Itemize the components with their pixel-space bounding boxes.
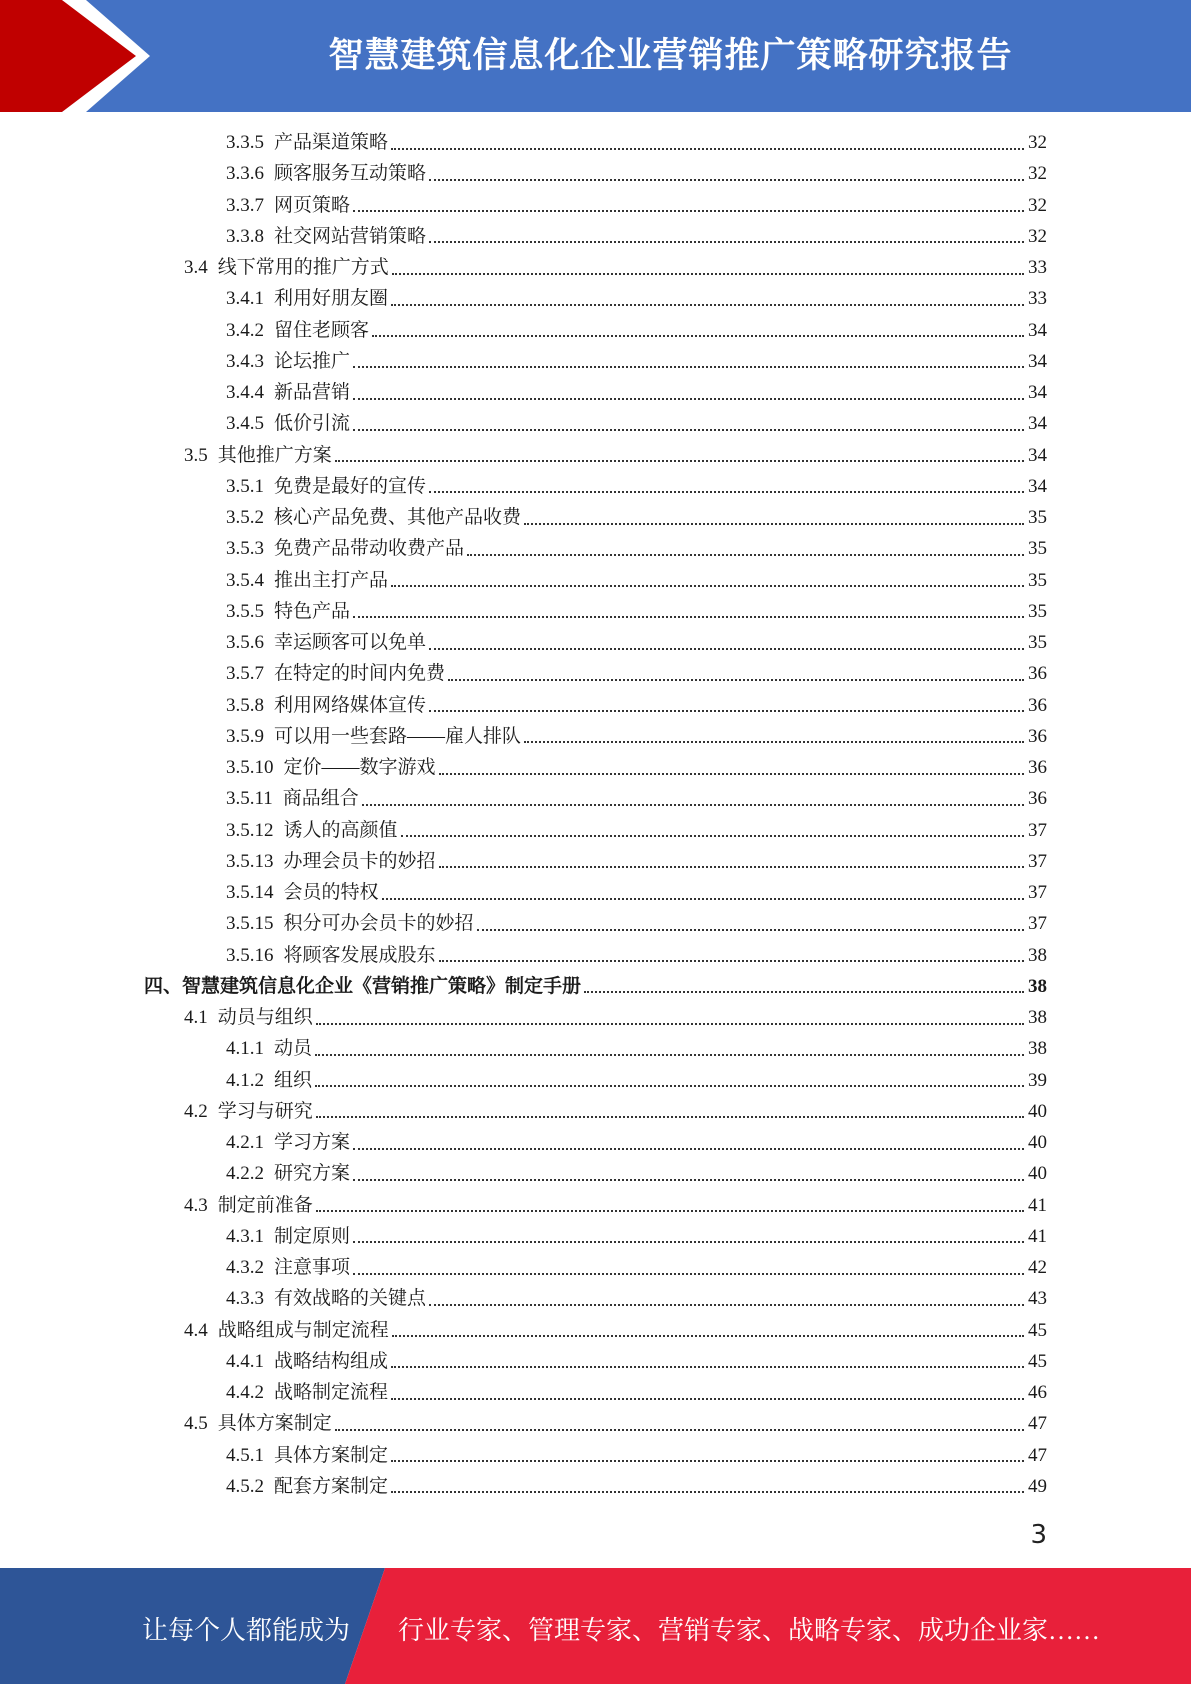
toc-entry-title: 会员的特权	[283, 882, 379, 904]
toc-entry-page: 35	[1028, 538, 1047, 560]
toc-entry-number: 4.2	[184, 1100, 208, 1122]
toc-leader-dots	[316, 1210, 1024, 1212]
toc-entry-title: 动员	[274, 1038, 313, 1060]
toc-entry[interactable]	[0, 471, 1191, 502]
toc-entry[interactable]	[0, 971, 1191, 1002]
toc-entry[interactable]	[0, 1471, 1191, 1502]
toc-entry-number: 四、	[144, 975, 183, 997]
toc-entry-number: 4.1	[184, 1007, 208, 1029]
toc-entry-number: 3.5.16	[226, 944, 274, 966]
toc-entry[interactable]	[0, 377, 1191, 408]
toc-entry-page: 36	[1028, 788, 1047, 810]
toc-entry[interactable]	[0, 1158, 1191, 1189]
toc-entry[interactable]	[0, 1127, 1191, 1158]
toc-leader-dots	[391, 1460, 1024, 1462]
toc-entry-title: 产品渠道策略	[274, 132, 389, 154]
toc-leader-dots	[353, 1241, 1024, 1243]
toc-leader-dots	[401, 835, 1024, 837]
toc-entry-title: 积分可办会员卡的妙招	[283, 913, 474, 935]
toc-entry-number: 3.3.7	[226, 194, 264, 216]
page-number: 3	[1030, 1520, 1047, 1550]
toc-entry-number: 3.5.15	[226, 913, 274, 935]
toc-entry[interactable]	[0, 1002, 1191, 1033]
toc-entry-number: 3.5.12	[226, 819, 274, 841]
toc-entry-number: 4.5.1	[226, 1444, 264, 1466]
toc-entry[interactable]	[0, 690, 1191, 721]
toc-entry-title: 学习方案	[274, 1132, 351, 1154]
toc-entry[interactable]	[0, 940, 1191, 971]
toc-entry-page: 37	[1028, 819, 1047, 841]
toc-leader-dots	[448, 679, 1024, 681]
toc-entry-title: 推出主打产品	[274, 569, 389, 591]
toc-entry-page: 37	[1028, 882, 1047, 904]
toc-entry-title: 配套方案制定	[274, 1475, 389, 1497]
toc-entry-page: 49	[1028, 1475, 1047, 1497]
toc-entry-number: 4.5	[184, 1413, 208, 1435]
toc-entry-number: 3.5.13	[226, 850, 274, 872]
toc-entry[interactable]	[0, 252, 1191, 283]
toc-entry[interactable]	[0, 1377, 1191, 1408]
toc-entry-page: 41	[1028, 1194, 1047, 1216]
toc-entry-page: 38	[1028, 944, 1047, 966]
toc-entry-number: 3.5.11	[226, 788, 273, 810]
toc-entry-title: 战略结构组成	[274, 1350, 389, 1372]
toc-leader-dots	[353, 1179, 1024, 1181]
toc-entry-page: 36	[1028, 757, 1047, 779]
toc-entry-page: 35	[1028, 600, 1047, 622]
footer-slogan-left: 让每个人都能成为	[142, 1616, 351, 1645]
toc-leader-dots	[315, 1054, 1024, 1056]
toc-entry[interactable]	[0, 783, 1191, 814]
toc-leader-dots	[439, 773, 1024, 775]
toc-entry-page: 33	[1028, 257, 1047, 279]
toc-entry[interactable]	[0, 1315, 1191, 1346]
toc-entry[interactable]	[0, 221, 1191, 252]
toc-entry[interactable]	[0, 315, 1191, 346]
toc-entry[interactable]	[0, 596, 1191, 627]
toc-entry-page: 32	[1028, 132, 1047, 154]
page-footer	[0, 1568, 1191, 1684]
toc-entry[interactable]	[0, 1283, 1191, 1314]
toc-entry-number: 4.2.2	[226, 1163, 264, 1185]
toc-entry[interactable]	[0, 846, 1191, 877]
toc-entry[interactable]	[0, 1252, 1191, 1283]
toc-leader-dots	[316, 1023, 1024, 1025]
toc-entry-number: 3.5	[184, 444, 208, 466]
toc-entry-number: 3.4.2	[226, 319, 264, 341]
toc-entry-title: 核心产品免费、其他产品收费	[274, 507, 522, 529]
toc-entry[interactable]	[0, 721, 1191, 752]
toc-entry-number: 4.1.2	[226, 1069, 264, 1091]
toc-leader-dots	[353, 429, 1024, 431]
toc-entry-title: 制定原则	[274, 1225, 351, 1247]
toc-leader-dots	[362, 804, 1024, 806]
toc-leader-dots	[439, 960, 1024, 962]
toc-leader-dots	[382, 898, 1024, 900]
toc-entry-number: 3.5.10	[226, 757, 274, 779]
toc-entry-number: 3.5.6	[226, 632, 264, 654]
toc-entry-title: 诱人的高颜值	[283, 819, 398, 841]
toc-entry[interactable]	[0, 815, 1191, 846]
toc-leader-dots	[353, 210, 1024, 212]
toc-entry-number: 3.3.6	[226, 163, 264, 185]
toc-entry-page: 42	[1028, 1257, 1047, 1279]
toc-leader-dots	[391, 304, 1024, 306]
toc-entry-title: 新品营销	[274, 382, 351, 404]
toc-entry-page: 40	[1028, 1100, 1047, 1122]
toc-entry[interactable]	[0, 1408, 1191, 1439]
toc-leader-dots	[335, 460, 1024, 462]
toc-entry-page: 45	[1028, 1350, 1047, 1372]
toc-leader-dots	[392, 273, 1024, 275]
toc-entry[interactable]	[0, 565, 1191, 596]
toc-entry[interactable]	[0, 1096, 1191, 1127]
toc-entry[interactable]	[0, 1221, 1191, 1252]
toc-entry-number: 4.3	[184, 1194, 208, 1216]
toc-leader-dots	[439, 866, 1024, 868]
toc-entry-page: 34	[1028, 382, 1047, 404]
toc-entry-number: 4.5.2	[226, 1475, 264, 1497]
toc-entry-title: 具体方案制定	[217, 1413, 332, 1435]
toc-entry-page: 38	[1028, 975, 1047, 997]
toc-entry-title: 免费是最好的宣传	[274, 475, 427, 497]
toc-entry-title: 社交网站营销策略	[274, 225, 427, 247]
toc-entry-number: 3.4.3	[226, 350, 264, 372]
toc-entry-page: 36	[1028, 694, 1047, 716]
toc-leader-dots	[353, 1148, 1024, 1150]
toc-leader-dots	[353, 398, 1024, 400]
toc-leader-dots	[391, 1491, 1024, 1493]
toc-entry-number: 4.3.2	[226, 1257, 264, 1279]
toc-entry[interactable]	[0, 408, 1191, 439]
toc-entry-page: 32	[1028, 163, 1047, 185]
toc-entry-title: 将顾客发展成股东	[283, 944, 436, 966]
toc-entry-page: 34	[1028, 319, 1047, 341]
toc-leader-dots	[372, 335, 1024, 337]
toc-leader-dots	[429, 1304, 1024, 1306]
toc-entry-number: 3.4.5	[226, 413, 264, 435]
toc-entry-page: 32	[1028, 194, 1047, 216]
toc-entry-title: 顾客服务互动策略	[274, 163, 427, 185]
toc-entry[interactable]	[0, 502, 1191, 533]
toc-entry-number: 4.4.2	[226, 1382, 264, 1404]
toc-entry[interactable]	[0, 190, 1191, 221]
toc-entry[interactable]	[0, 1190, 1191, 1221]
toc-entry-number: 3.5.8	[226, 694, 264, 716]
toc-entry[interactable]	[0, 440, 1191, 471]
toc-entry-title: 利用好朋友圈	[274, 288, 389, 310]
toc-entry-number: 4.3.3	[226, 1288, 264, 1310]
toc-entry[interactable]	[0, 346, 1191, 377]
toc-leader-dots	[429, 179, 1024, 181]
toc-entry-title: 免费产品带动收费产品	[274, 538, 465, 560]
toc-entry-page: 38	[1028, 1007, 1047, 1029]
toc-leader-dots	[391, 148, 1024, 150]
toc-entry-page: 32	[1028, 225, 1047, 247]
toc-leader-dots	[584, 991, 1024, 993]
toc-entry-title: 低价引流	[274, 413, 351, 435]
toc-entry-number: 3.5.3	[226, 538, 264, 560]
toc-entry[interactable]	[0, 658, 1191, 689]
toc-leader-dots	[353, 1273, 1024, 1275]
toc-entry-page: 34	[1028, 413, 1047, 435]
toc-entry-page: 40	[1028, 1163, 1047, 1185]
toc-entry-page: 45	[1028, 1319, 1047, 1341]
toc-entry-title: 学习与研究	[217, 1100, 313, 1122]
toc-leader-dots	[429, 710, 1024, 712]
toc-entry-page: 41	[1028, 1225, 1047, 1247]
toc-leader-dots	[391, 1398, 1024, 1400]
toc-leader-dots	[477, 929, 1024, 931]
toc-entry-number: 4.1.1	[226, 1038, 264, 1060]
toc-leader-dots	[353, 616, 1024, 618]
toc-entry-title: 留住老顾客	[274, 319, 370, 341]
toc-entry-page: 34	[1028, 350, 1047, 372]
toc-leader-dots	[353, 366, 1024, 368]
toc-entry-number: 3.5.5	[226, 600, 264, 622]
toc-leader-dots	[391, 1366, 1024, 1368]
footer-slogan-right: 行业专家、管理专家、营销专家、战略专家、成功企业家……	[398, 1616, 1101, 1645]
toc-entry-number: 3.4.1	[226, 288, 264, 310]
toc-entry-title: 幸运顾客可以免单	[274, 632, 427, 654]
toc-entry-page: 33	[1028, 288, 1047, 310]
toc-entry-title: 战略组成与制定流程	[217, 1319, 389, 1341]
toc-entry[interactable]	[0, 158, 1191, 189]
toc-entry-number: 3.3.5	[226, 132, 264, 154]
toc-entry-number: 4.4	[184, 1319, 208, 1341]
toc-entry-title: 具体方案制定	[274, 1444, 389, 1466]
toc-leader-dots	[524, 523, 1024, 525]
toc-entry-page: 35	[1028, 507, 1047, 529]
toc-entry-number: 3.5.1	[226, 475, 264, 497]
toc-entry-title: 动员与组织	[217, 1007, 313, 1029]
toc-entry-page: 34	[1028, 444, 1047, 466]
toc-entry-title: 在特定的时间内免费	[274, 663, 446, 685]
toc-entry[interactable]	[0, 908, 1191, 939]
toc-entry-number: 3.4	[184, 257, 208, 279]
toc-entry-page: 36	[1028, 663, 1047, 685]
toc-entry-page: 35	[1028, 632, 1047, 654]
toc-entry-title: 利用网络媒体宣传	[274, 694, 427, 716]
toc-entry-number: 3.5.4	[226, 569, 264, 591]
toc-entry-page: 36	[1028, 725, 1047, 747]
page-header	[0, 0, 1191, 112]
toc-entry-number: 3.4.4	[226, 382, 264, 404]
toc-entry-page: 37	[1028, 913, 1047, 935]
toc-entry-page: 38	[1028, 1038, 1047, 1060]
toc-entry[interactable]	[0, 1440, 1191, 1471]
toc-entry-title: 组织	[274, 1069, 313, 1091]
toc-entry-title: 论坛推广	[274, 350, 351, 372]
toc-entry-number: 3.3.8	[226, 225, 264, 247]
toc-leader-dots	[467, 554, 1024, 556]
toc-entry-number: 3.5.2	[226, 507, 264, 529]
toc-entry-title: 其他推广方案	[217, 444, 332, 466]
toc-entry-page: 35	[1028, 569, 1047, 591]
toc-entry[interactable]	[0, 752, 1191, 783]
toc-entry[interactable]	[0, 283, 1191, 314]
toc-entry-number: 4.2.1	[226, 1132, 264, 1154]
toc-entry-page: 47	[1028, 1413, 1047, 1435]
toc-entry-title: 有效战略的关键点	[274, 1288, 427, 1310]
toc-entry-title: 制定前准备	[217, 1194, 313, 1216]
toc-entry[interactable]	[0, 1346, 1191, 1377]
toc-entry-number: 3.5.14	[226, 882, 274, 904]
toc-leader-dots	[392, 1335, 1024, 1337]
toc-entry-title: 线下常用的推广方式	[217, 257, 389, 279]
toc-entry-number: 4.3.1	[226, 1225, 264, 1247]
toc-entry-page: 43	[1028, 1288, 1047, 1310]
toc-leader-dots	[316, 1116, 1024, 1118]
toc-entry[interactable]	[0, 1065, 1191, 1096]
toc-entry-page: 46	[1028, 1382, 1047, 1404]
toc-entry-title: 注意事项	[274, 1257, 351, 1279]
toc-entry-title: 商品组合	[282, 788, 359, 810]
report-title: 智慧建筑信息化企业营销推广策略研究报告	[328, 36, 1013, 76]
toc-entry-number: 3.5.7	[226, 663, 264, 685]
toc-entry[interactable]	[0, 627, 1191, 658]
toc-entry-title: 网页策略	[274, 194, 351, 216]
toc-entry-number: 3.5.9	[226, 725, 264, 747]
toc-entry-title: 特色产品	[274, 600, 351, 622]
toc-entry[interactable]	[0, 127, 1191, 158]
toc-entry-title: 研究方案	[274, 1163, 351, 1185]
toc-entry-page: 37	[1028, 850, 1047, 872]
toc-leader-dots	[391, 585, 1024, 587]
toc-entry-title: 可以用一些套路——雇人排队	[274, 725, 522, 747]
toc-entry-page: 39	[1028, 1069, 1047, 1091]
toc-entry-page: 40	[1028, 1132, 1047, 1154]
toc-entry-title: 智慧建筑信息化企业《营销推广策略》制定手册	[182, 975, 582, 997]
toc-entry-number: 4.4.1	[226, 1350, 264, 1372]
toc-leader-dots	[429, 491, 1024, 493]
toc-leader-dots	[429, 241, 1024, 243]
table-of-contents	[0, 127, 1191, 1502]
toc-entry[interactable]	[0, 1033, 1191, 1064]
toc-entry-title: 战略制定流程	[274, 1382, 389, 1404]
toc-entry[interactable]	[0, 877, 1191, 908]
toc-leader-dots	[335, 1429, 1024, 1431]
toc-entry-title: 办理会员卡的妙招	[283, 850, 436, 872]
toc-entry-title: 定价——数字游戏	[283, 757, 436, 779]
toc-entry[interactable]	[0, 533, 1191, 564]
toc-leader-dots	[524, 741, 1024, 743]
toc-entry-page: 34	[1028, 475, 1047, 497]
toc-leader-dots	[315, 1085, 1024, 1087]
toc-leader-dots	[429, 648, 1024, 650]
toc-entry-page: 47	[1028, 1444, 1047, 1466]
